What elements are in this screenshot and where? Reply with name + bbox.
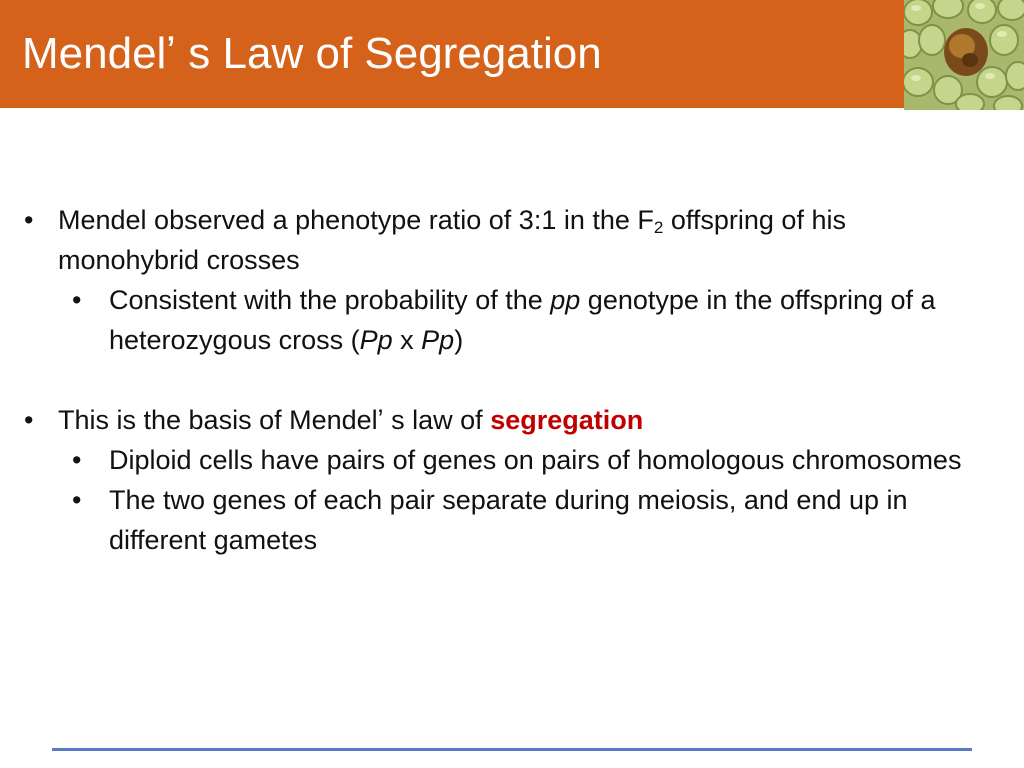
highlight-term: segregation: [490, 405, 644, 435]
bullet-text: offspring of his monohybrid crosses: [58, 205, 846, 275]
bullet-text: ): [454, 325, 464, 355]
sub-bullet-item: [0, 440, 974, 480]
bullet-item: [0, 200, 974, 280]
bullet-marker: •: [72, 485, 82, 515]
bullet-text: Diploid cells have pairs of genes on pairs of homologous chromosomes: [109, 445, 962, 475]
title-bar: [0, 0, 1024, 108]
bullet-marker: •: [24, 205, 34, 235]
bullet-marker: •: [72, 285, 82, 315]
succulent-plant-photo: [904, 0, 1024, 110]
bullet-text: Mendel observed a phenotype ratio of 3:1 in the F: [58, 205, 654, 235]
bullet-text: x: [392, 325, 422, 355]
sub-bullet-item: [0, 480, 974, 560]
genotype-text: Pp: [359, 325, 393, 355]
bullet-text: genotype in the offspring of a heterozygous cross (: [109, 285, 936, 355]
bullet-text: This is the basis of Mendelʼ s law of: [58, 405, 491, 435]
sub-bullet-item: [0, 280, 974, 360]
bullet-item: [0, 400, 974, 440]
genotype-text: pp: [550, 285, 581, 315]
bullet-text: Consistent with the probability of the: [109, 285, 551, 315]
bullet-marker: •: [72, 445, 82, 475]
slide-title: Mendelʼ s Law of Segregation: [22, 29, 602, 78]
genotype-text: Pp: [421, 325, 455, 355]
bullet-text: The two genes of each pair separate during meiosis, and end up in different gametes: [109, 485, 908, 555]
spacer: [0, 360, 1024, 400]
subscript-text: 2: [653, 218, 664, 237]
footer-rule: [52, 748, 972, 751]
bullet-marker: •: [24, 405, 34, 435]
slide-body: [0, 200, 1024, 560]
